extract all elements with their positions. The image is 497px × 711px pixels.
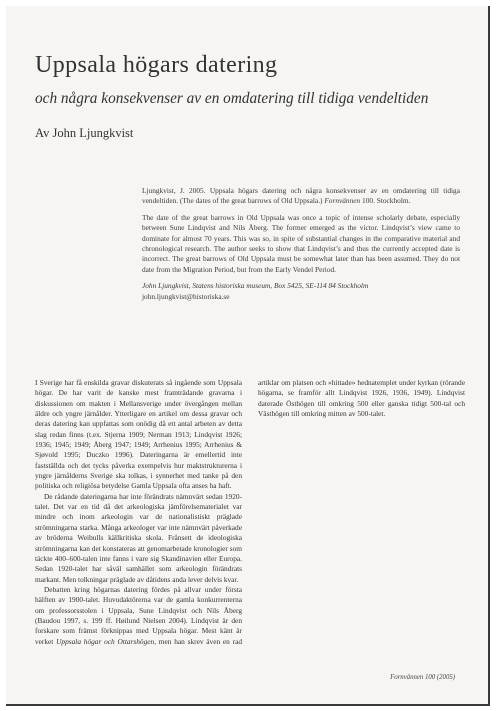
article-body [35, 378, 465, 654]
article-author: Av John Ljungkvist [35, 126, 134, 140]
body-paragraph-3-a: Debatten kring högarnas datering fördes på allvar under första hälften av 1900-talet. Huvudaktörerna var de gamla konkurrenterna om professorsstolen i Uppsala, Sune Lindqvist och Nils Åberg (Baudou 1997, s. 199 ff. Høilund Nielsen 2004). Lindqvist är den forskare som främst förknippas med Uppsala högar. Mest känt är verket [35, 584, 242, 646]
english-summary: The date of the great barrows in Old Uppsala was once a topic of intense scholarly debate, especially between Sune Lindqvist and Nils Åberg. The former emerged as the victor. Lindqvist’s view came to dominate for almost 70 years. This was so, in spite of substantial changes in the comparative material and chronological research. The author seeks to show that Lindqvist’s and thus the currently accepted date is incorrect. The great barrows of Old Uppsala must be somewhat later than has been assumed. They do not date from the Migration Period, but from the Early Vendel Period. [142, 213, 460, 274]
journal-page [6, 6, 490, 706]
citation-post: 100. Stockholm. [360, 196, 411, 206]
book-title: Uppsala högar och Ottarshögen [56, 636, 155, 646]
citation [142, 186, 460, 207]
page-footer: Fornvännen 100 (2005) [390, 674, 455, 681]
author-affiliation: John Ljungkvist, Statens historiska museum, Box 5425, SE-114 84 Stockholm [142, 281, 369, 291]
body-paragraph-1: I Sverige har få enskilda gravar diskuterats så ingående som Uppsala högar. De har varit de kanske mest framträdande gravarna i diskussionen om makten i Mellansverige under övergången mellan äldre och yngre järnålder. Ytterligare en artikel om dessa gravar och deras datering kan uppfattas som onödig då ett antal arbeten av detta slag redan finns (t.ex. Stjerna 1909; Nerman 1913; Lindqvist 1926; 1936; 1945; 1949; Åberg 1947; 1949; Arrhenius 1995; Arrhenius & Sjøvold 1995; Duczko 1996). Dateringarna är emellertid inte fastställda och det tycks påverka exempelvis hur maktstrukturerna i yngre järnålderns Sverige ska tolkas, i synnerhet med tanke på den politiska och religiösa betydelse Gamla Uppsala ofta anses ha haft. [35, 378, 242, 491]
body-paragraph-2: De rådande dateringarna har inte förändrats nämnvärt sedan 1920-talet. Det var en tid då det arkeologiska jämförelsematerialet var mindre och inom arkeologin var de nationalistiskt präglade strömningarna starka. Många arkeologer var inte nämnvärt påverkade av bröderna Weibulls källkritiska skola. Frånsett de ideologiska strömningarna kan det konstateras att genomarbetade kronologier som täckte 400–600-talen inte fanns i vare sig Skandinavien eller Europa. Sedan 1920-talet har såväl samhället som arkeologin förändrats markant. Men tolkningar präglade av dåtidens anda lever delvis kvar. [35, 491, 242, 584]
citation-pre: Ljungkvist, J. 2005. Uppsala högars datering och några konsekvenser av en omdatering till tidiga vendeltiden. (The dates of the great barrows of Old Uppsala.) [142, 186, 460, 206]
citation-journal: Fornvännen [324, 196, 361, 206]
body-paragraph-3-b: , men han skrev även en rad artiklar om platsen och »hittade» hednatemplet under kyrkan (rörande högarna, se framför allt Lindqvist 1926, 1936, 1949). Lindqvist daterade Östhögen till omkring 500 eller ganska tidigt 500-tal och Västhögen till omkring mitten av 500-talet. [154, 378, 465, 646]
article-title: Uppsala högars datering [35, 52, 278, 78]
author-contact [142, 281, 460, 302]
article-subtitle: och några konsekvenser av en omdatering till tidiga vendeltiden [35, 90, 429, 107]
abstract-block [142, 186, 460, 308]
author-email: john.ljungkvist@historiska.se [142, 291, 230, 301]
